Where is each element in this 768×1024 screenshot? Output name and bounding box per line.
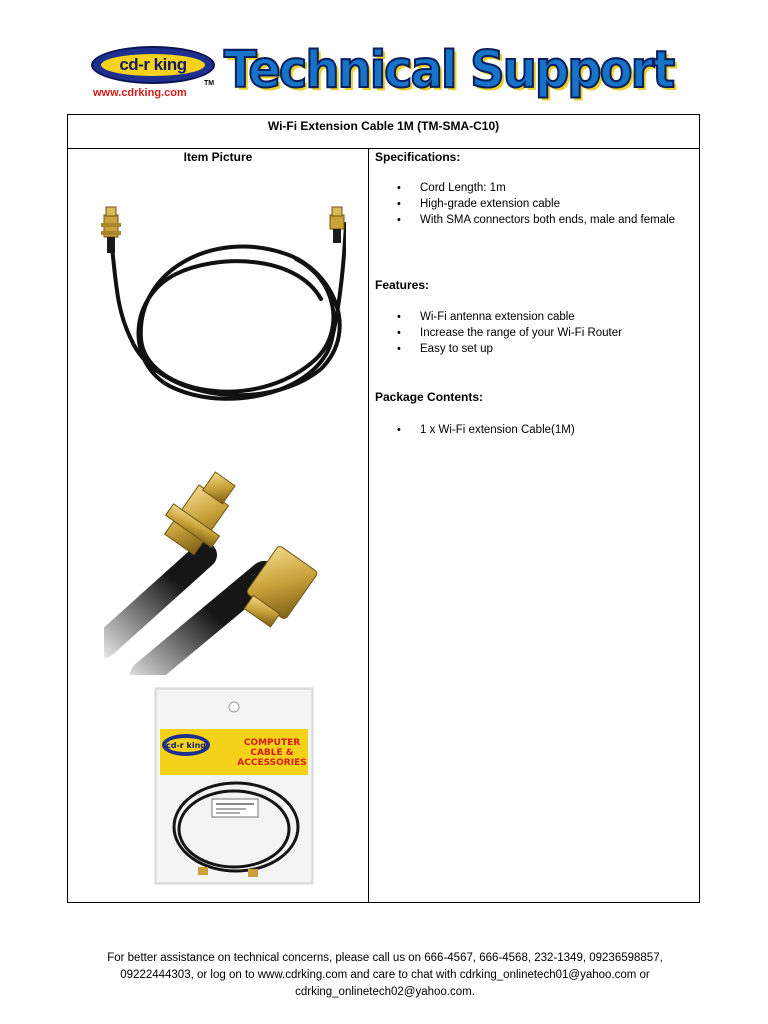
header <box>0 0 768 110</box>
cdrking-logo[interactable] <box>89 44 224 102</box>
list-item: • Easy to set up <box>397 343 493 355</box>
list-item: • Increase the range of your Wi-Fi Router <box>397 327 622 339</box>
features-heading: Features: <box>375 278 430 292</box>
footer-line-1: For better assistance on technical concerns, please call us on 666-4567, 666-4568, 232-1349, 09236598857, <box>107 952 663 964</box>
footer-contact <box>60 950 710 1001</box>
list-item: • 1 x Wi-Fi extension Cable(1M) <box>397 424 575 436</box>
item-picture-column <box>68 149 369 902</box>
specifications-heading: Specifications: <box>375 150 461 164</box>
package-photo <box>154 687 314 885</box>
features-list <box>375 309 622 357</box>
footer-line-3[interactable]: cdrking_onlinetech02@yahoo.com. <box>295 986 475 998</box>
footer-line-2[interactable]: 09222444303, or log on to www.cdrking.com and care to chat with cdrking_onlinetech01@yahoo.com or <box>120 969 650 981</box>
package-line2: CABLE & <box>250 748 294 758</box>
logo-text: cd-r king <box>101 54 205 76</box>
package-contents-list <box>375 422 575 438</box>
technical-support-banner <box>224 42 680 98</box>
list-item: • High-grade extension cable <box>397 198 561 210</box>
specifications-list <box>375 180 675 228</box>
cable-coil-photo <box>96 199 346 439</box>
female-sma-connector <box>101 207 121 253</box>
product-title: Wi-Fi Extension Cable 1M (TM-SMA-C10) <box>68 115 699 149</box>
item-picture-label: Item Picture <box>183 150 253 164</box>
package-line3: ACCESSORIES <box>237 758 307 768</box>
package-brand: cd-r king <box>165 741 207 750</box>
product-sheet-table <box>67 114 700 903</box>
list-item: • With SMA connectors both ends, male and female <box>397 214 676 226</box>
logo-trademark: TM <box>204 80 215 87</box>
logo-url[interactable]: www.cdrking.com <box>93 87 187 99</box>
package-contents-heading: Package Contents: <box>375 390 484 404</box>
male-sma-connector <box>330 207 344 243</box>
connector-closeup-photo <box>104 445 354 675</box>
details-column <box>369 149 699 902</box>
logo-oval <box>91 46 215 84</box>
package-line1: COMPUTER <box>243 738 301 748</box>
list-item: • Wi-Fi antenna extension cable <box>397 311 575 323</box>
list-item: • Cord Length: 1m <box>397 182 506 194</box>
banner-title: Technical Support <box>224 40 674 100</box>
